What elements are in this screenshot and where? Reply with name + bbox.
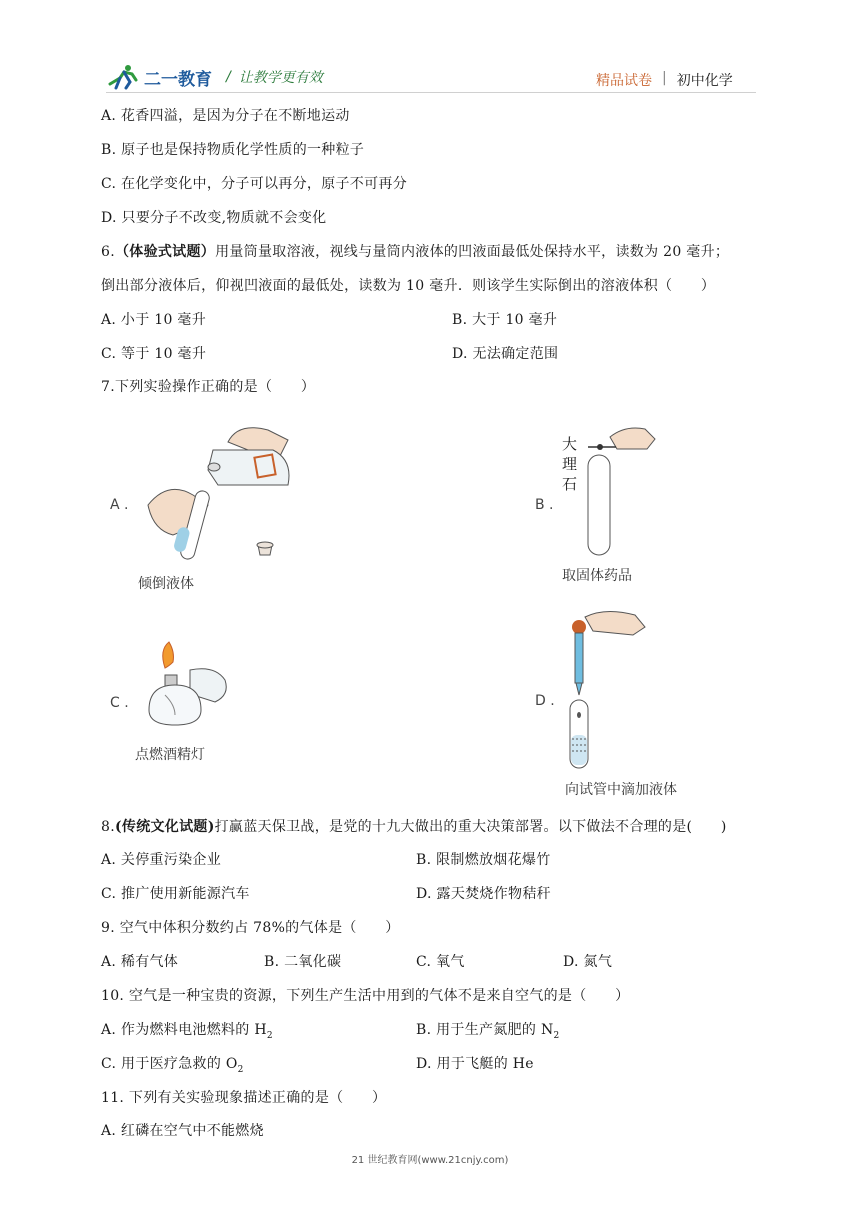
q6-tag: （体验式试题） [114, 244, 216, 260]
brand-name: 二一教育 [144, 69, 212, 90]
fig-c-caption: 点燃酒精灯 [135, 747, 205, 763]
q11-stem: 11. 下列有关实验现象描述正确的是（ ） [101, 1090, 387, 1106]
q10-option-a-text: A. 作为燃料电池燃料的 H [101, 1022, 267, 1038]
header-subject: 初中化学 [676, 73, 733, 89]
q6-option-d: D. 无法确定范围 [452, 346, 559, 362]
slogan: 让教学更有效 [238, 70, 323, 86]
q9-option-c: C. 氧气 [416, 954, 465, 970]
q9-stem: 9. 空气中体积分数约占 78%的气体是（ ） [101, 920, 400, 936]
q8-number: 8. [101, 819, 115, 835]
marble-label [562, 434, 577, 494]
runner-logo-icon [106, 64, 140, 90]
q6-option-a: A. 小于 10 毫升 [101, 312, 207, 328]
q8-tag: (传统文化试题) [114, 819, 215, 835]
pour-liquid-illustration [138, 420, 308, 570]
q11-option-a: A. 红磷在空气中不能燃烧 [101, 1123, 264, 1139]
dropper-illustration [565, 605, 655, 770]
q8-option-a: A. 关停重污染企业 [101, 852, 222, 868]
q8-option-b: B. 限制燃放烟花爆竹 [416, 852, 551, 868]
q7-stem: 7.下列实验操作正确的是（ ） [101, 379, 316, 395]
fig-c-letter: C . [110, 695, 129, 711]
q10-option-c [101, 1054, 244, 1080]
solid-test-tube-illustration [580, 425, 660, 560]
q5-option-b: B. 原子也是保持物质化学性质的一种粒子 [101, 142, 365, 158]
fig-a-caption: 倾倒液体 [138, 576, 194, 592]
header-right [596, 70, 733, 90]
q5-option-c: C. 在化学变化中，分子可以再分，原子不可再分 [101, 176, 408, 192]
q8-stem [101, 817, 727, 837]
alcohol-lamp-illustration [135, 640, 235, 740]
marble-label-char-3: 石 [562, 475, 578, 493]
q10-option-b [416, 1020, 560, 1046]
fig-a-letter: A . [110, 497, 129, 513]
marble-label-char-2: 理 [562, 455, 578, 473]
footer: 21 世纪教育网(www.21cnjy.com) [351, 1155, 509, 1166]
q5-option-a: A. 花香四溢，是因为分子在不断地运动 [101, 108, 350, 124]
q10-stem: 10. 空气是一种宝贵的资源，下列生产生活中用到的气体不是来自空气的是（ ） [101, 988, 630, 1004]
q6-stem-line2: 倒出部分液体后，仰视凹液面的最低处，读数为 10 毫升．则该学生实际倒出的溶液体积（ ） [101, 278, 716, 294]
q8-text: 打赢蓝天保卫战，是党的十九大做出的重大决策部署。以下做法不合理的是( ) [214, 819, 727, 835]
q10-option-d: D. 用于飞艇的 He [416, 1056, 534, 1072]
header-rule [106, 92, 756, 93]
q10-option-b-text: B. 用于生产氮肥的 N [416, 1022, 554, 1038]
marble-label-char-1: 大 [562, 435, 578, 453]
q6-option-c: C. 等于 10 毫升 [101, 346, 207, 362]
header-separator: / [226, 69, 231, 85]
q9-option-b: B. 二氧化碳 [264, 954, 342, 970]
q6-stem-line1 [101, 242, 729, 262]
q9-option-d: D. 氮气 [563, 954, 613, 970]
fig-d-letter: D . [535, 693, 555, 709]
q9-option-a: A. 稀有气体 [101, 954, 179, 970]
q6-text1: 用量筒量取溶液，视线与量筒内液体的凹液面最低处保持水平，读数为 20 毫升； [215, 244, 730, 260]
q10-option-c-sub: 2 [237, 1064, 244, 1075]
fig-b-caption: 取固体药品 [562, 568, 632, 584]
logo [106, 64, 323, 90]
fig-b-letter: B . [535, 497, 554, 513]
q10-option-c-text: C. 用于医疗急救的 O [101, 1056, 238, 1072]
q6-number: 6. [101, 244, 115, 260]
q10-option-b-sub: 2 [553, 1030, 560, 1041]
q8-option-c: C. 推广使用新能源汽车 [101, 886, 250, 902]
fig-d-caption: 向试管中滴加液体 [565, 782, 677, 798]
q10-option-a-sub: 2 [266, 1030, 273, 1041]
q8-option-d: D. 露天焚烧作物秸秆 [416, 886, 551, 902]
q6-option-b: B. 大于 10 毫升 [452, 312, 558, 328]
header-divider: | [662, 70, 667, 86]
header-tag: 精品试卷 [596, 73, 652, 89]
q10-option-a [101, 1020, 273, 1046]
q5-option-d: D. 只要分子不改变,物质就不会变化 [101, 210, 327, 226]
